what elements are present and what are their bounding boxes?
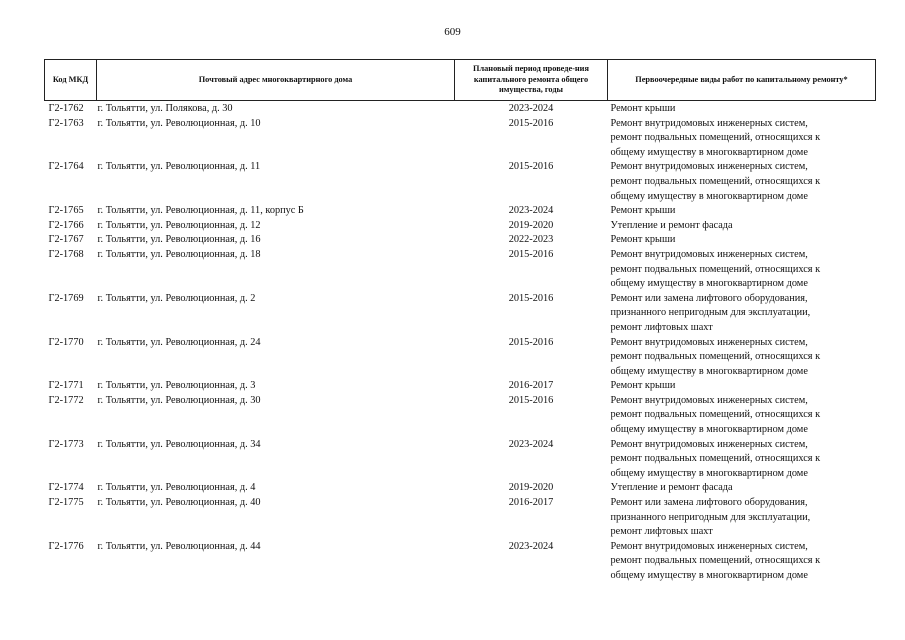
row-period: 2023-2024: [508, 205, 554, 217]
table-row: [45, 160, 876, 204]
row-works-line: Ремонт внутридомовых инженерных систем,: [610, 336, 808, 348]
row-code: Г2-1771: [48, 380, 84, 392]
row-works: [608, 204, 876, 219]
row-works-line: Ремонт внутридомовых инженерных систем,: [610, 438, 808, 450]
table-row: [45, 379, 876, 394]
row-works: [608, 438, 876, 482]
row-address: г. Тольятти, ул. Революционная, д. 4: [97, 482, 256, 494]
row-code: Г2-1772: [48, 394, 84, 406]
row-works-line: признанного непригодным для эксплуатации,: [610, 511, 811, 523]
row-works: [608, 496, 876, 540]
row-works: [608, 394, 876, 438]
header-code: Код МКД: [45, 60, 97, 101]
row-works-line: Ремонт крыши: [610, 380, 676, 392]
table-row: [45, 219, 876, 234]
row-works: [608, 336, 876, 380]
table-row: [45, 496, 876, 540]
row-address: г. Тольятти, ул. Революционная, д. 11, корпус Б: [97, 205, 304, 217]
table-row: [45, 233, 876, 248]
row-works-line: общему имуществу в многоквартирном доме: [610, 146, 808, 158]
row-works-line: Ремонт или замена лифтового оборудования,: [610, 292, 808, 304]
row-works: [608, 219, 876, 234]
table-row: [45, 336, 876, 380]
row-address: г. Тольятти, ул. Революционная, д. 44: [97, 540, 261, 552]
table-row: [45, 292, 876, 336]
row-works-line: общему имуществу в многоквартирном доме: [610, 190, 808, 202]
row-period: 2015-2016: [508, 248, 554, 260]
row-works-line: ремонт лифтовых шахт: [610, 321, 713, 333]
row-works-line: Ремонт внутридомовых инженерных систем,: [610, 248, 808, 260]
row-code: Г2-1775: [48, 497, 84, 509]
row-works-line: признанного непригодным для эксплуатации,: [610, 307, 811, 319]
table-row: [45, 248, 876, 292]
row-works-line: Ремонт крыши: [610, 234, 676, 246]
row-code: Г2-1770: [48, 336, 84, 348]
table-row: [45, 394, 876, 438]
row-works: [608, 233, 876, 248]
header-period: Плановый период проведе-ния капитального ремонта общего имущества, годы: [455, 60, 608, 101]
row-address: г. Тольятти, ул. Революционная, д. 2: [97, 292, 256, 304]
table-row: [45, 204, 876, 219]
table-row: [45, 481, 876, 496]
row-works-line: общему имуществу в многоквартирном доме: [610, 278, 808, 290]
row-works-line: ремонт лифтовых шахт: [610, 526, 713, 538]
row-period: 2016-2017: [508, 497, 554, 509]
header-works: Первоочередные виды работ по капитальному ремонту*: [608, 60, 876, 101]
row-works-line: Ремонт крыши: [610, 103, 676, 114]
row-code: Г2-1773: [48, 438, 84, 450]
row-works-line: Ремонт крыши: [610, 205, 676, 217]
row-address: г. Тольятти, ул. Революционная, д. 3: [97, 380, 256, 392]
row-code: Г2-1769: [48, 292, 84, 304]
row-works: [608, 540, 876, 584]
row-period: 2019-2020: [508, 219, 554, 231]
row-period: 2019-2020: [508, 482, 554, 494]
header-row: [45, 60, 876, 101]
table-row: [45, 101, 876, 117]
table-body: [45, 101, 876, 584]
row-works: [608, 160, 876, 204]
row-works-line: ремонт подвальных помещений, относящихся к: [610, 453, 821, 465]
row-works-line: ремонт подвальных помещений, относящихся к: [610, 175, 821, 187]
row-works-line: ремонт подвальных помещений, относящихся к: [610, 132, 821, 144]
row-works-line: Ремонт внутридомовых инженерных систем,: [610, 540, 808, 552]
page-number: 609: [444, 26, 461, 38]
row-code: Г2-1762: [48, 103, 84, 114]
row-address: г. Тольятти, ул. Революционная, д. 30: [97, 394, 261, 406]
row-code: Г2-1768: [48, 248, 84, 260]
row-works-line: ремонт подвальных помещений, относящихся к: [610, 263, 821, 275]
row-period: 2016-2017: [508, 380, 554, 392]
row-works: [608, 292, 876, 336]
row-works: [608, 481, 876, 496]
row-code: Г2-1776: [48, 540, 84, 552]
row-address: г. Тольятти, ул. Революционная, д. 16: [97, 234, 261, 246]
row-works: [608, 117, 876, 161]
row-works-line: Утепление и ремонт фасада: [610, 219, 733, 231]
row-works-line: Ремонт или замена лифтового оборудования,: [610, 497, 808, 509]
row-address: г. Тольятти, ул. Революционная, д. 12: [97, 219, 261, 231]
row-address: г. Тольятти, ул. Революционная, д. 34: [97, 438, 261, 450]
row-address: г. Тольятти, ул. Революционная, д. 10: [97, 117, 261, 129]
row-code: Г2-1763: [48, 117, 84, 129]
row-works-line: Ремонт внутридомовых инженерных систем,: [610, 161, 808, 173]
header-address: Почтовый адрес многоквартирного дома: [97, 60, 455, 101]
row-period: 2015-2016: [508, 292, 554, 304]
row-address: г. Тольятти, ул. Полякова, д. 30: [97, 103, 233, 114]
row-works-line: общему имуществу в многоквартирном доме: [610, 570, 808, 581]
row-period: 2023-2024: [508, 103, 554, 114]
row-address: г. Тольятти, ул. Революционная, д. 18: [97, 248, 261, 260]
row-works-line: Ремонт внутридомовых инженерных систем,: [610, 394, 808, 406]
row-works-line: Ремонт внутридомовых инженерных систем,: [610, 117, 808, 129]
row-code: Г2-1774: [48, 482, 84, 494]
table-header: [45, 60, 876, 101]
table-row: [45, 438, 876, 482]
row-works-line: ремонт подвальных помещений, относящихся к: [610, 351, 821, 363]
row-code: Г2-1764: [48, 161, 84, 173]
row-works: [608, 379, 876, 394]
table: [44, 59, 876, 584]
row-works-line: ремонт подвальных помещений, относящихся к: [610, 555, 821, 567]
capital-repair-table: [44, 59, 875, 584]
table-row: [45, 540, 876, 584]
row-address: г. Тольятти, ул. Революционная, д. 40: [97, 497, 261, 509]
row-works-line: общему имуществу в многоквартирном доме: [610, 365, 808, 377]
row-works-line: Утепление и ремонт фасада: [610, 482, 733, 494]
row-code: Г2-1766: [48, 219, 84, 231]
row-code: Г2-1765: [48, 205, 84, 217]
row-period: 2023-2024: [508, 540, 554, 552]
row-period: 2022-2023: [508, 234, 554, 246]
row-works: [608, 101, 876, 117]
row-code: Г2-1767: [48, 234, 84, 246]
row-address: г. Тольятти, ул. Революционная, д. 24: [97, 336, 261, 348]
row-period: 2023-2024: [508, 438, 554, 450]
row-works-line: ремонт подвальных помещений, относящихся к: [610, 409, 821, 421]
row-works-line: общему имуществу в многоквартирном доме: [610, 467, 808, 479]
row-period: 2015-2016: [508, 117, 554, 129]
row-address: г. Тольятти, ул. Революционная, д. 11: [97, 161, 261, 173]
row-period: 2015-2016: [508, 394, 554, 406]
row-period: 2015-2016: [508, 161, 554, 173]
row-works-line: общему имуществу в многоквартирном доме: [610, 424, 808, 436]
row-works: [608, 248, 876, 292]
row-period: 2015-2016: [508, 336, 554, 348]
table-row: [45, 117, 876, 161]
